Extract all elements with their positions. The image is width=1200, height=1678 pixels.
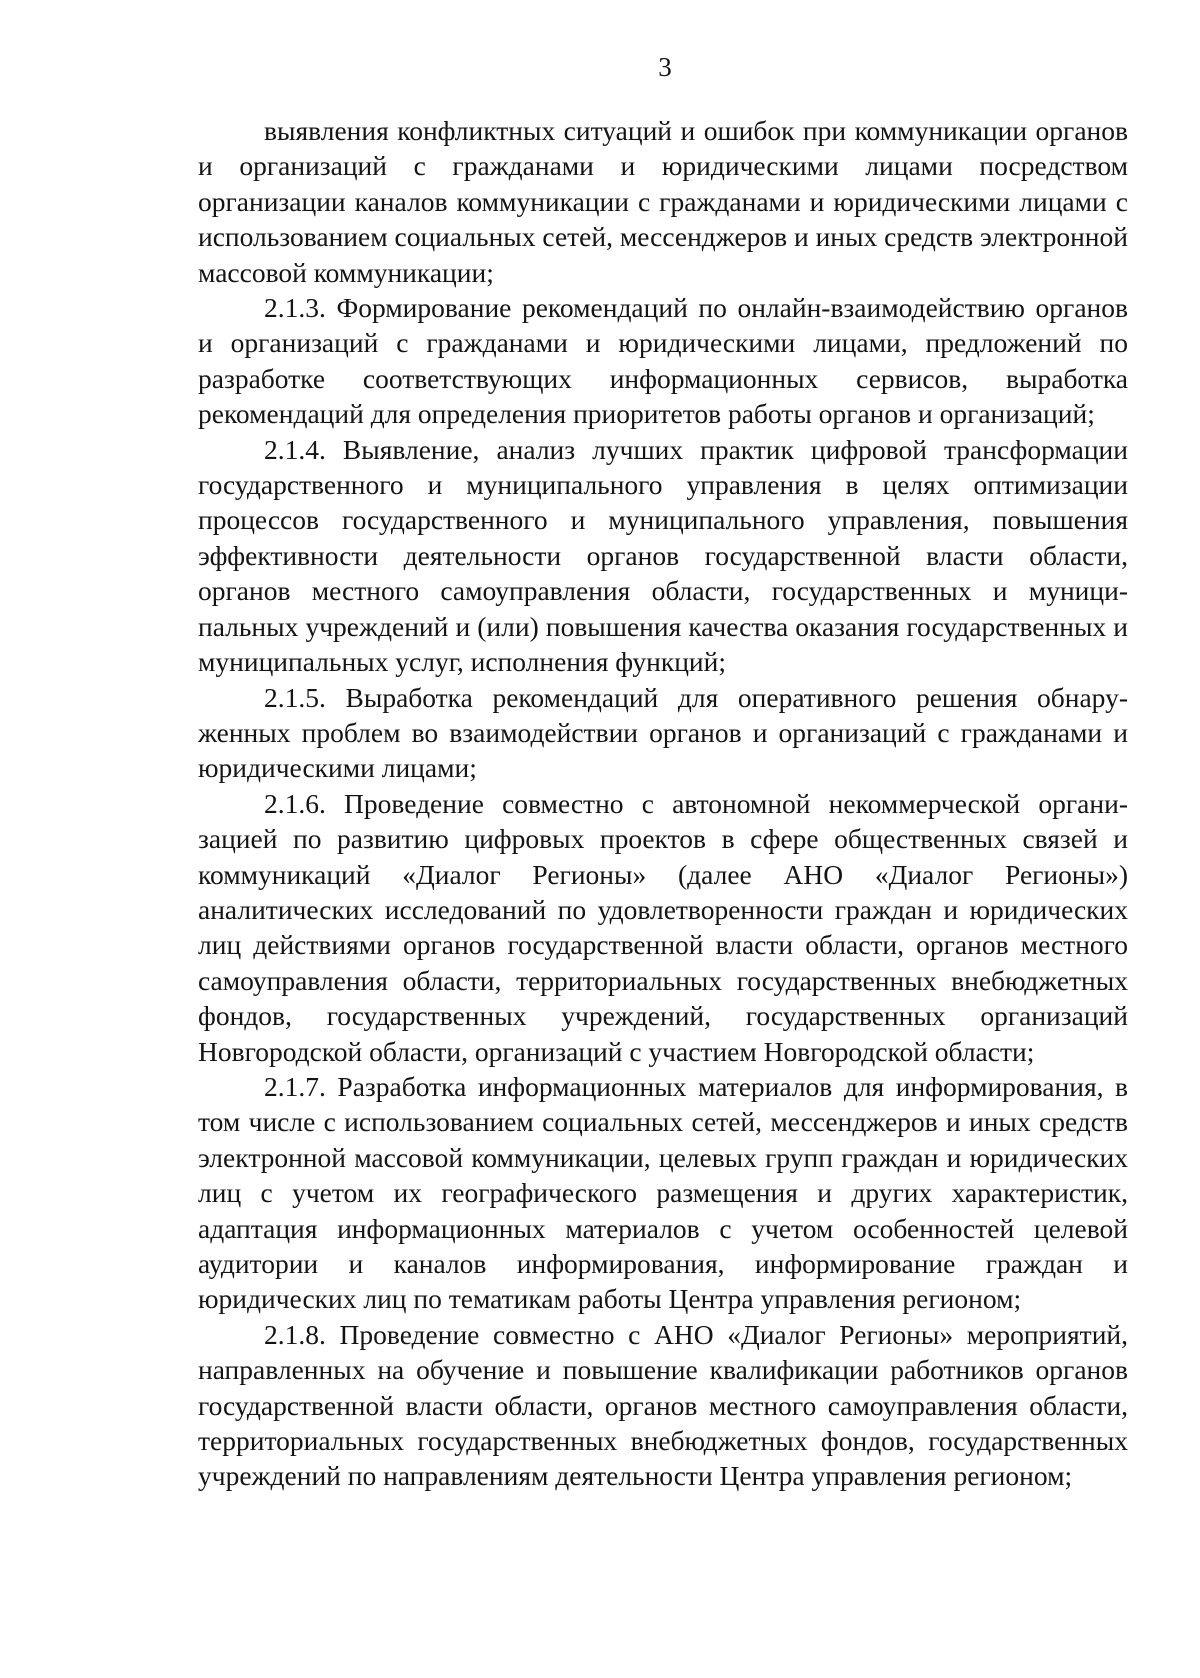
- document-body: [198, 113, 1128, 1494]
- paragraph-2-1-8: 2.1.8. Проведение совместно с АНО «Диалог Регионы» мероприятий, направленных на обучение и повышение квалификации работников органов государственной власти области, органов местного самоуправления области, территориальных государственных внебюджетных фондов, государственных учреждений по направлениям деятельности Центра управления регионом;: [198, 1318, 1128, 1492]
- page-number: 3: [658, 52, 672, 82]
- paragraph-continuation: выявления конфликтных ситуаций и ошибок при коммуникации органов и организаций с гражданами и юридическими лицами посредством организации каналов коммуникации с гражданами и юридическими лицами с использованием социальных сетей, мессенджеров и иных средств электронной массовой коммуникации;: [198, 115, 1128, 288]
- paragraph-2-1-4: 2.1.4. Выявление, анализ лучших практик цифровой трансформации государственного и муниципального управления в целях оптимизации процессов государственного и муниципального управления, повышения эффективности деятельности органов государственной власти области, органов местного самоуправления области, государственных и муниципальных учреждений и (или) повышения качества оказания государственных и муниципальных услуг, исполнения функций;: [198, 433, 1128, 678]
- paragraph-2-1-7: 2.1.7. Разработка информационных материалов для информирования, в том числе с использованием социальных сетей, мессенджеров и иных средств электронной массовой коммуникации, целевых групп граждан и юридических лиц с учетом их географического размещения и других характеристик, адаптация информационных материалов с учетом особенностей целевой аудитории и каналов информирования, информирование граждан и юридических лиц по тематикам работы Центра управления регионом;: [198, 1070, 1128, 1315]
- paragraph-2-1-5: 2.1.5. Выработка рекомендаций для оперативного решения обнаруженных проблем во взаимодействии органов и организаций с гражданами и юридическими лицами;: [198, 681, 1128, 784]
- paragraph-2-1-6: 2.1.6. Проведение совместно с автономной некоммерческой организацией по развитию цифровых проектов в сфере общественных связей и коммуникаций «Диалог Регионы» (далее АНО «Диалог Регионы») аналитических исследований по удовлетворенности граждан и юридических лиц действиями органов государственной власти области, органов местного самоуправления области, территориальных государственных внебюджетных фондов, государственных учреждений, государственных организаций Новгородской области, организаций с участием Новгородской области;: [198, 787, 1128, 1067]
- paragraph-2-1-3: 2.1.3. Формирование рекомендаций по онлайн-взаимодействию органов и организаций с гражданами и юридическими лицами, предложений по разработке соответствующих информационных сервисов, выработка рекомендаций для определения приоритетов работы органов и организаций;: [198, 292, 1128, 430]
